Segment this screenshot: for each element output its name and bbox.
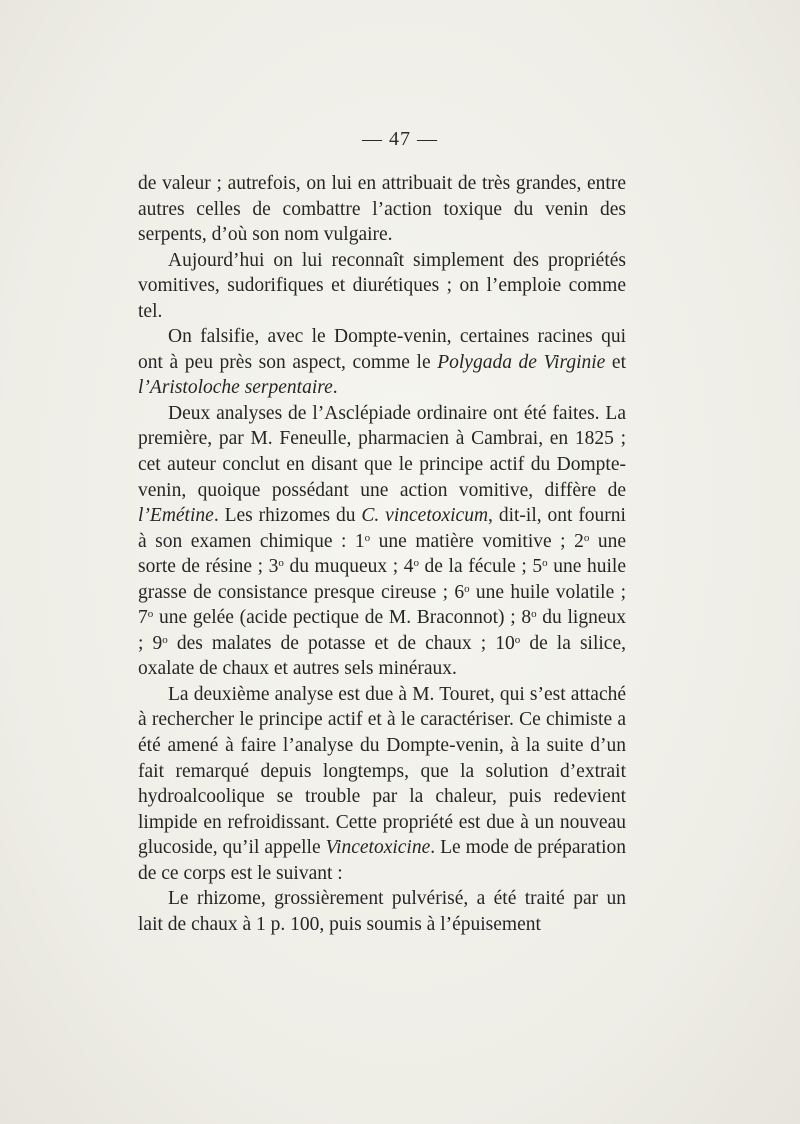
- text-run: On falsifie, avec le Dompte-venin, certaines racines qui ont à peu près son aspect, comme le: [138, 326, 626, 373]
- page-number: — 47 —: [362, 128, 438, 150]
- italic-term: C. vincetoxicum: [361, 505, 489, 527]
- text-run: du ligneux ; 9: [138, 607, 626, 654]
- text-run: , dit-il, ont fourni à son examen chimique : 1: [138, 505, 626, 552]
- ordinal-superscript: o: [583, 531, 590, 544]
- ordinal-superscript: o: [514, 633, 521, 646]
- text-run: . Le mode de préparation de ce corps est le suivant :: [138, 837, 626, 884]
- body-text: [138, 171, 626, 937]
- text-run: une gelée (acide pectique de M. Braconnot) ; 8: [153, 607, 532, 629]
- text-run: et: [605, 351, 626, 373]
- italic-term: l’Emétine: [138, 505, 214, 527]
- paragraph: [138, 886, 626, 937]
- text-run: Aujourd’hui on lui reconnaît simplement des propriétés vomitives, sudorifiques et diurétiques ; on l’emploie comme tel.: [138, 249, 626, 322]
- ordinal-superscript: o: [278, 557, 284, 570]
- paragraph: [138, 682, 626, 886]
- ordinal-superscript: o: [364, 531, 371, 544]
- ordinal-superscript: o: [542, 557, 548, 570]
- text-run: Le rhizome, grossièrement pulvérisé, a été traité par un lait de chaux à 1 p. 100, puis soumis à l’épuisement: [138, 888, 626, 935]
- italic-term: Vincetoxicine: [325, 837, 431, 859]
- text-run: Deux analyses de l’Asclépiade ordinaire ont été faites. La première, par M. Feneulle, pharmacien à Cambrai, en 1825 ; cet auteur conclut en disant que le principe actif du Dompte-venin, quoique possédant une action vomitive, diffère de: [138, 402, 626, 501]
- text-run: des malates de potasse et de chaux ; 10: [167, 632, 515, 654]
- text-run: de la silice, oxalate de chaux et autres sels minéraux.: [138, 632, 626, 680]
- text-run: du muqueux ; 4: [283, 556, 414, 578]
- ordinal-superscript: o: [464, 582, 470, 595]
- italic-term: Polygada de Virginie: [437, 351, 606, 373]
- paragraph: [138, 248, 626, 325]
- ordinal-superscript: o: [162, 633, 168, 646]
- paragraph: [138, 324, 626, 401]
- text-run: une huile volatile ; 7: [138, 581, 627, 629]
- ordinal-superscript: o: [147, 608, 154, 621]
- text-run: . Les rhizomes du: [213, 505, 362, 527]
- text-run: de la fécule ; 5: [418, 556, 543, 578]
- paragraph: [138, 401, 626, 682]
- ordinal-superscript: o: [531, 608, 537, 621]
- text-run: une sorte de résine ; 3: [138, 530, 627, 578]
- text-run: une matière vomitive ; 2: [370, 530, 584, 552]
- text-run: La deuxième analyse est due à M. Touret, qui s’est attaché à rechercher le principe actif et à le caractériser. Ce chimiste a été amené à faire l’analyse du Dompte-venin, à la suite d’un fait remarqué depuis longtemps, que la solution d’extrait hydroalcoolique se trouble par la chaleur, puis redevient limpide en refroidissant. Cette propriété est due à un nouveau glucoside, qu’il appelle: [138, 683, 626, 859]
- text-run: .: [332, 377, 338, 399]
- ordinal-superscript: o: [413, 557, 419, 570]
- italic-term: l’Aristoloche serpentaire: [138, 377, 333, 399]
- paragraph: [138, 171, 626, 248]
- text-run: une huile grasse de consistance presque cireuse ; 6: [138, 556, 626, 603]
- text-run: de valeur ; autrefois, on lui en attribuait de très grandes, entre autres celles de combattre l’action toxique du venin des serpents, d’où son nom vulgaire.: [138, 173, 626, 246]
